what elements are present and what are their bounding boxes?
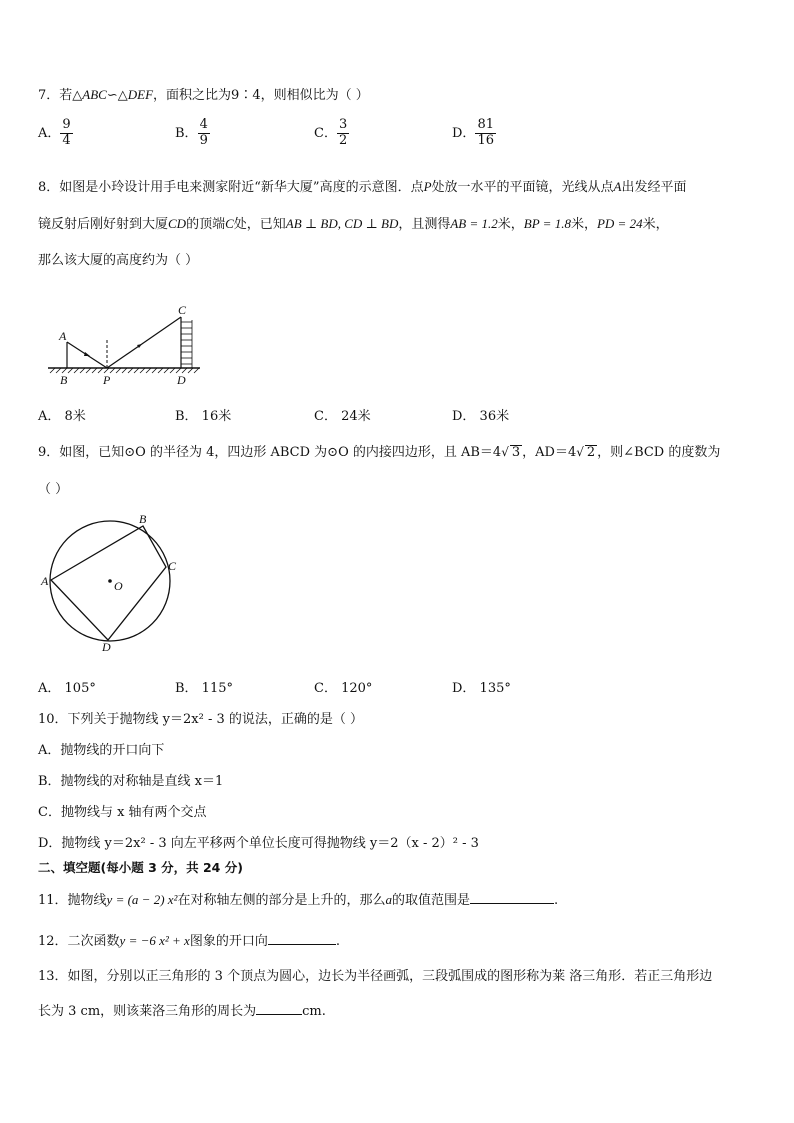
q8-line1: 8．如图是小玲设计用手电来测家附近“新华大厦”高度的示意图．点P处放一水平的平面镜，光线从点A出发经平面 <box>38 179 687 195</box>
label-c: C <box>168 559 177 573</box>
label-b: B <box>139 512 147 526</box>
building-hatch <box>181 320 192 368</box>
q7-option-c[interactable]: C． $\frac{3}{2}$ <box>314 117 348 148</box>
q8-line2: 镜反射后刚好射到大厦CD的顶端C处，已知AB ⊥ BD, CD ⊥ BD，且测得AB = 1.2米，BP = 1.8米，PD = 24米， <box>38 216 669 232</box>
q10-option-a[interactable]: A．抛物线的开口向下 <box>38 743 165 758</box>
q7-stem-pre: 7．若 <box>38 88 73 103</box>
q7-stem <box>38 84 369 103</box>
q12-formula: y = −6 x² + x <box>119 933 190 948</box>
q7-option-b[interactable]: B． $\frac{4}{9}$ <box>175 117 208 148</box>
label-d: D <box>177 373 186 387</box>
label-o: O <box>114 579 123 593</box>
q10-option-b[interactable]: B．抛物线的对称轴是直线 x＝1 <box>38 774 224 789</box>
q7-options <box>38 118 758 158</box>
q8-option-a[interactable]: A． 8米 <box>38 409 86 424</box>
q9-option-a[interactable]: A． 105° <box>38 681 96 696</box>
q9-option-c[interactable]: C． 120° <box>314 681 373 696</box>
section-title: 二、填空题(每小题 3 分，共 24 分) <box>38 860 243 875</box>
q8-figure <box>40 300 210 390</box>
q7-ratio: 9∶4 <box>231 88 261 103</box>
q7-tri1: △ABC <box>72 87 107 102</box>
center-point <box>108 579 112 583</box>
label-c: C <box>178 303 187 317</box>
q10-option-c[interactable]: C．抛物线与 x 轴有两个交点 <box>38 805 207 820</box>
q11-answer-blank[interactable] <box>470 891 554 904</box>
q8-line3: 那么该大厦的高度约为（ ） <box>38 253 199 268</box>
label-a: A <box>59 329 67 343</box>
q9-line2: （ ） <box>38 482 69 497</box>
q13-line1: 13．如图，分别以正三角形的 3 个顶点为圆心，边长为半径画弧，三段弧围成的图形称为莱 洛三角形．若正三角形边 <box>38 969 713 984</box>
q7-stem-post: ，则相似比为（ ） <box>260 88 369 103</box>
q7-option-a[interactable]: A． $\frac{9}{4}$ <box>38 117 71 148</box>
label-b: B <box>60 373 68 387</box>
arrow-ap <box>84 352 90 356</box>
q8-option-d[interactable]: D． 36米 <box>452 409 510 424</box>
q7-option-d[interactable]: D． $\frac{81}{16}$ <box>452 117 494 148</box>
sqrt-3: 3 <box>511 445 521 460</box>
q8-options <box>38 405 758 445</box>
q12-answer-blank[interactable] <box>268 932 336 945</box>
q12: 12．二次函数y = −6 x² + x图象的开口向 . <box>38 933 340 949</box>
q9-option-b[interactable]: B． 115° <box>175 681 233 696</box>
ray-pc <box>107 317 181 368</box>
label-a: A <box>41 574 49 588</box>
q7-tri2: △DEF <box>117 87 154 102</box>
q10-stem: 10．下列关于抛物线 y＝2x² - 3 的说法，正确的是（ ） <box>38 712 364 727</box>
q7-sim: ∽ <box>106 88 118 103</box>
q9-option-d[interactable]: D． 135° <box>452 681 511 696</box>
q13-line2: 长为 3 cm，则该莱洛三角形的周长为 cm. <box>38 1004 326 1019</box>
q7-stem-mid: ，面积之比为 <box>153 88 232 103</box>
q13-answer-blank[interactable] <box>256 1002 302 1015</box>
quad-abcd <box>51 526 166 640</box>
q9-line1: 9．如图，已知⊙O 的半径为 4，四边形 ABCD 为⊙O 的内接四边形，且 AB＝4√ 3 ，AD＝4√ 2 ，则∠BCD 的度数为 <box>38 445 721 460</box>
q10-option-d[interactable]: D．抛物线 y＝2x² - 3 向左平移两个单位长度可得抛物线 y＝2（x - 2）² - 3 <box>38 836 479 851</box>
q8-option-c[interactable]: C． 24米 <box>314 409 371 424</box>
q9-figure <box>38 508 188 658</box>
label-p: P <box>103 373 111 387</box>
q8-option-b[interactable]: B． 16米 <box>175 409 232 424</box>
sqrt-2: 2 <box>586 445 596 460</box>
label-d: D <box>102 640 111 654</box>
q11-formula: y = (a − 2) x² <box>106 892 178 907</box>
q11: 11．抛物线y = (a − 2) x²在对称轴左侧的部分是上升的，那么a的取值范围是 . <box>38 892 559 908</box>
